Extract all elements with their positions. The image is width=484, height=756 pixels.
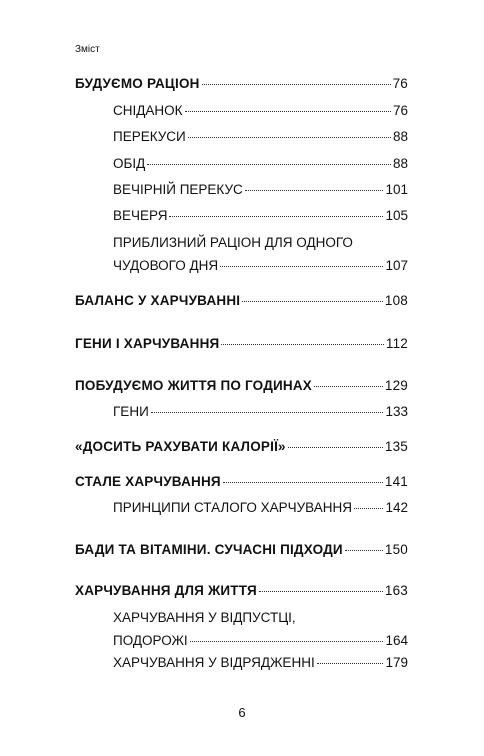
toc-entry-vecheria (113, 204, 408, 227)
toc-title: ХАРЧУВАННЯ У ВІДРЯДЖЕННІ (113, 655, 315, 670)
toc-entry-u-vidpusttsi (113, 606, 408, 652)
toc-title: ХАРЧУВАННЯ ДЛЯ ЖИТТЯ (75, 583, 257, 598)
toc-page: 135 (384, 439, 408, 454)
toc-entry-kharchuvannia-dlia-zhyttia (75, 579, 408, 602)
leader-dots (314, 386, 383, 387)
toc-entry-vechirnii-perekus (113, 178, 408, 201)
toc-title: ПОДОРОЖІ (113, 633, 188, 648)
leader-dots (354, 508, 384, 509)
toc-title: ВЕЧІРНІЙ ПЕРЕКУС (113, 182, 243, 197)
toc-title: СТАЛЕ ХАРЧУВАННЯ (75, 474, 221, 489)
toc-page: 88 (392, 129, 408, 144)
leader-dots (345, 550, 383, 551)
toc-page: 76 (392, 76, 408, 91)
leader-dots (151, 412, 384, 413)
leader-dots (188, 137, 391, 138)
toc-page: 112 (385, 336, 408, 351)
leader-dots (245, 190, 384, 191)
toc-entry-geny-i-kharchuvannia (75, 332, 408, 355)
toc-entry-dosyt-rakhuvaty (75, 435, 408, 458)
toc-title: ОБІД (113, 156, 146, 171)
toc-title-line1: ХАРЧУВАННЯ У ВІДПУСТЦІ, (113, 610, 296, 625)
toc-entry-pryblyznyi-ratsion (113, 231, 408, 277)
toc-entry-geny (113, 400, 408, 423)
toc-page: 101 (385, 182, 408, 197)
toc-title: ВЕЧЕРЯ (113, 208, 168, 223)
toc-page: 142 (385, 500, 408, 515)
toc-title: ГЕНИ І ХАРЧУВАННЯ (75, 336, 220, 351)
toc-entry-stale-kharchuvannia (75, 470, 408, 493)
toc-page: 105 (385, 208, 408, 223)
toc-title: ПОБУДУЄМО ЖИТТЯ ПО ГОДИНАХ (75, 378, 313, 393)
toc-entry-u-vidriadzhenni (113, 651, 408, 674)
toc-entry-pobuduiemo-zhyttia (75, 374, 408, 397)
toc-title: ПЕРЕКУСИ (113, 129, 186, 144)
toc-page: 164 (385, 633, 408, 648)
toc-page: 150 (384, 542, 408, 557)
leader-dots (259, 591, 383, 592)
leader-dots (317, 663, 384, 664)
toc-page: 163 (384, 583, 408, 598)
toc-page: 88 (392, 156, 408, 171)
toc-page: 141 (384, 474, 408, 489)
toc-page: 179 (385, 655, 408, 670)
toc-page: 133 (385, 404, 408, 419)
toc-title: БАЛАНС У ХАРЧУВАННІ (75, 293, 241, 308)
page-number: 6 (238, 705, 246, 720)
leader-dots (221, 344, 383, 345)
leader-dots (169, 216, 383, 217)
toc-page: 107 (385, 258, 408, 273)
leader-dots (190, 641, 384, 642)
leader-dots (147, 164, 391, 165)
toc-entry-balans (75, 289, 408, 312)
toc-page: 129 (384, 378, 408, 393)
toc-title: БАДИ ТА ВІТАМІНИ. СУЧАСНІ ПІДХОДИ (75, 542, 343, 557)
toc-entry-snidanok (113, 99, 408, 122)
toc-title: СНІДАНОК (113, 103, 183, 118)
toc-title: «ДОСИТЬ РАХУВАТИ КАЛОРІЇ» (75, 439, 286, 454)
toc-title: ГЕНИ (113, 404, 149, 419)
toc-entry-obid (113, 152, 408, 175)
toc-title: ПРИНЦИПИ СТАЛОГО ХАРЧУВАННЯ (113, 500, 352, 515)
running-header: Зміст (75, 44, 100, 55)
leader-dots (185, 111, 391, 112)
toc-entry-pryntsypy (113, 496, 408, 519)
leader-dots (223, 482, 383, 483)
leader-dots (242, 301, 383, 302)
toc-page: 76 (392, 103, 408, 118)
toc-title: БУДУЄМО РАЦІОН (75, 76, 200, 91)
leader-dots (220, 266, 383, 267)
toc-entry-budуiemo-ratsion (75, 72, 408, 95)
toc-page: 108 (384, 293, 408, 308)
toc-entry-perekusy (113, 125, 408, 148)
toc-entry-bady-ta-vitaminy (75, 538, 408, 561)
toc-title: ЧУДОВОГО ДНЯ (113, 258, 219, 273)
leader-dots (202, 84, 391, 85)
toc-title-line1: ПРИБЛИЗНИЙ РАЦІОН ДЛЯ ОДНОГО (113, 235, 353, 250)
leader-dots (288, 447, 383, 448)
